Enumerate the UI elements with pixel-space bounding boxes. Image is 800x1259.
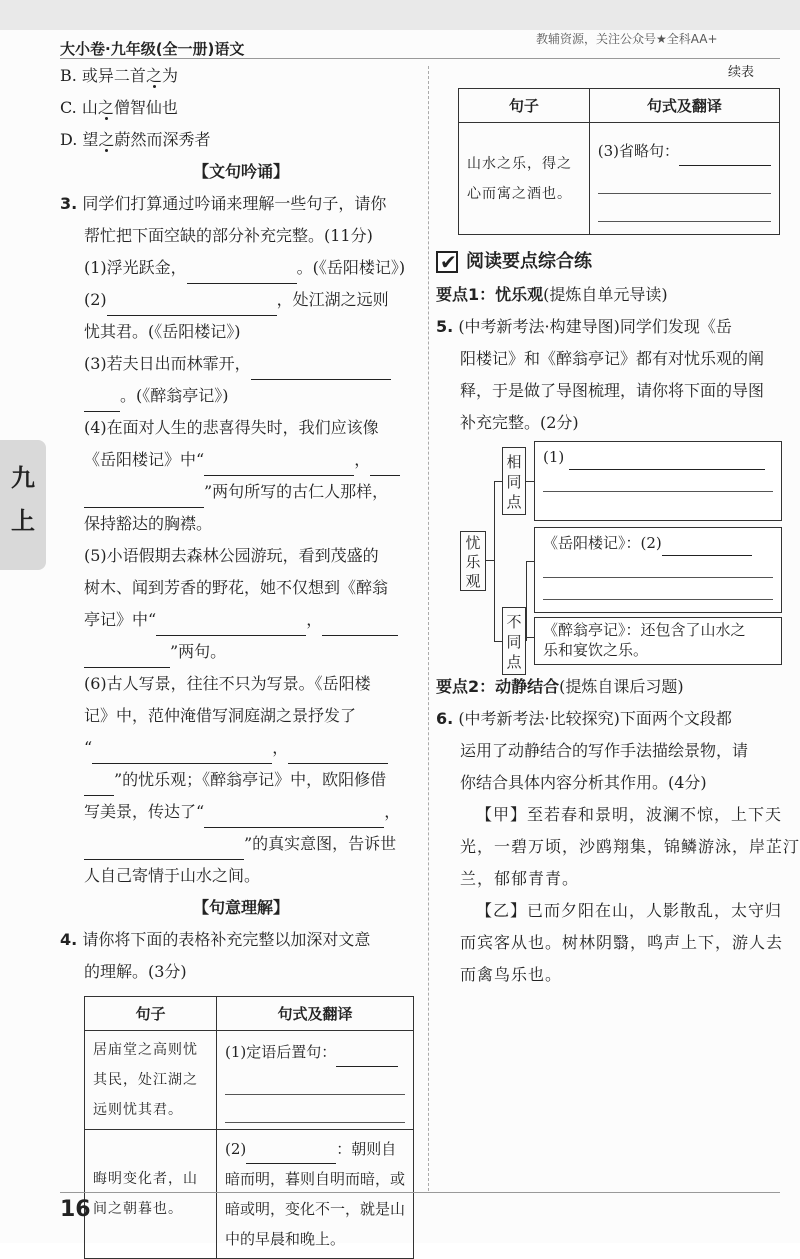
q3-stem-line1 [60, 188, 422, 220]
mm-box2-label: 《岳阳楼记》：(2) [543, 534, 662, 552]
q6-number: 6. [436, 709, 454, 728]
q5-text-2: 阳楼记》和《醉翁亭记》都有对忧乐观的阐 [460, 349, 765, 368]
q3-s6-quote: “ [84, 738, 93, 757]
q6-text-3: 你结合具体内容分析其作用。(4分) [460, 773, 707, 792]
mindmap-same-points: 相同点 [502, 447, 526, 515]
q6-line1 [436, 703, 784, 735]
q4-r1-blank-line2[interactable] [225, 1095, 405, 1123]
top-right-note: 教辅资源，关注公众号★全科AA+ [536, 32, 718, 46]
q4-stem-2: 的理解。(3分) [84, 962, 187, 981]
q4-r1-sentence: 居庙堂之高则忧其民，处江湖之远则忧其君。 [85, 1031, 217, 1130]
q3-blank-6a[interactable] [92, 742, 272, 764]
cont-blank-line2[interactable] [598, 194, 771, 222]
q4-r1-answer [217, 1031, 414, 1130]
q3-s5-line2: 树木、闻到芳香的野花，她不仅想到《醉翁 [84, 578, 389, 597]
mm-box2-blank-3[interactable] [543, 578, 773, 600]
q5-number: 5. [436, 317, 454, 336]
q4-stem-line1 [60, 924, 422, 956]
mm-box1-blank-1[interactable] [569, 452, 765, 470]
cont-th-sentence: 句子 [459, 89, 590, 123]
side-tab-char-2: 上 [11, 507, 35, 535]
q3-blank-2[interactable] [107, 294, 277, 316]
q3-s6-comma: ， [272, 738, 289, 757]
q5-text-4: 补充完整。(2分) [460, 413, 579, 432]
point1-note: (提炼自单元导读) [543, 285, 668, 304]
point2-title: 要点2：动静结合 [436, 677, 560, 696]
mindmap-box-zuiweng [534, 617, 782, 665]
reading-points-heading [436, 245, 784, 279]
cont-th-translation: 句式及翻译 [589, 89, 779, 123]
q3-s4-comma: ， [354, 450, 371, 469]
q4-r1-blank-inline[interactable] [336, 1045, 398, 1067]
mind-map [436, 441, 784, 671]
q3-blank-6c[interactable] [84, 774, 114, 796]
mm-box1-blank-2[interactable] [543, 470, 773, 492]
q3-s6-end: 人自己寄情于山水之间。 [84, 866, 261, 885]
cont-answer [589, 123, 779, 235]
q3-s6-comma2: ， [384, 802, 401, 821]
point1 [436, 279, 784, 311]
q3-item6-line5 [60, 796, 422, 828]
q3-blank-5c[interactable] [84, 646, 170, 668]
page-number: 16 [60, 1197, 91, 1222]
q3-s2-source: 忧其君。(《岳阳楼记》) [84, 322, 241, 341]
q3-item3 [60, 348, 422, 380]
mindmap-root: 忧乐观 [460, 531, 486, 591]
checkbox-icon [436, 251, 458, 273]
side-tab-char-1: 九 [11, 464, 35, 492]
q3-s1-source: 。(《岳阳楼记》) [296, 258, 406, 277]
q4-th-sentence: 句子 [85, 997, 217, 1031]
q4-r1-blank-line1[interactable] [225, 1067, 405, 1095]
q3-blank-6e[interactable] [84, 838, 244, 860]
mm-box2-blank-2[interactable] [543, 556, 773, 578]
mm-box3-line1: 《醉翁亭记》：还包含了山水之 [543, 621, 746, 639]
q3-s5-book: 亭记》中“ [84, 610, 157, 629]
point2 [436, 671, 784, 703]
mm-connector-same [494, 481, 502, 482]
cont-sentence: 山水之乐，得之心而寓之酒也。 [459, 123, 590, 235]
q3-item3-cont [60, 380, 422, 412]
q3-s2-num: (2) [84, 290, 107, 309]
mm-box3-line2: 乐和宴饮之乐。 [543, 641, 649, 659]
q3-blank-4b[interactable] [370, 454, 400, 476]
q3-s6-intent: ”的真实意图，告诉世 [244, 834, 397, 853]
q3-item6-line3 [60, 732, 422, 764]
q5-text-1: (中考新考法·构建导图)同学们发现《岳 [458, 317, 732, 336]
cont-label: (3)省略句： [597, 141, 679, 160]
q3-s1-text: (1)浮光跃金， [84, 258, 187, 277]
q4-r2-answer [217, 1130, 414, 1259]
mm-connector-box2 [526, 561, 534, 562]
q3-blank-5a[interactable] [156, 614, 306, 636]
right-column [436, 58, 800, 991]
continued-table-label: 续表 [727, 65, 754, 80]
q3-s6-line1: (6)古人写景，往往不只为写景。《岳阳楼 [84, 674, 371, 693]
q3-s5-line1: (5)小语假期去森林公园游玩，看到茂盛的 [84, 546, 379, 565]
mm-box1-label: (1) [543, 448, 565, 466]
q6-yi-2: 而宾客从也。树林阴翳，鸣声上下，游人去 [460, 933, 784, 952]
point2-note: (提炼自课后习题) [559, 677, 684, 696]
q3-s4-end: 保持豁达的胸襟。 [84, 514, 213, 533]
q3-s4-text: (4)在面对人生的悲喜得失时，我们应该像 [84, 418, 379, 437]
q3-item5-line4 [60, 636, 422, 668]
q3-blank-5b[interactable] [322, 614, 398, 636]
q4-table [84, 996, 414, 1259]
point1-title: 要点1：忧乐观 [436, 285, 544, 304]
option-b: B. 或异二首之为 [60, 66, 178, 85]
q3-blank-1[interactable] [187, 262, 297, 284]
q3-blank-6b[interactable] [288, 742, 388, 764]
q6-text-1: (中考新考法·比较探究)下面两个文段都 [458, 709, 732, 728]
q6-jia-3: 兰，郁郁青青。 [460, 869, 580, 888]
q3-s6-line2: 记》中，范仲淹借写洞庭湖之景抒发了 [84, 706, 357, 725]
option-d: D. 望之蔚然而深秀者 [60, 130, 211, 149]
q3-blank-3b[interactable] [84, 390, 120, 412]
q6-jia-1: 【甲】至若春和景明，波澜不惊，上下天 [476, 805, 783, 824]
cont-blank-inline[interactable] [679, 144, 771, 166]
q3-item6-line6 [60, 828, 422, 860]
q3-s5-tail: ”两句。 [170, 642, 227, 661]
mindmap-diff-points: 不同点 [502, 607, 526, 675]
q3-item4-line3 [60, 476, 422, 508]
q4-r2-prefix: (2) [225, 1140, 247, 1158]
q3-s3-text: (3)若夫日出而林霏开， [84, 354, 251, 373]
q3-s3-source: 。(《醉翁亭记》) [120, 386, 229, 405]
section-title-meaning: 【句意理解】 [192, 898, 289, 917]
top-bar [0, 0, 800, 30]
q3-stem-2: 帮忙把下面空缺的部分补充完整。(11分) [84, 226, 373, 245]
mm-connector-vertical [494, 481, 495, 641]
q4-number: 4. [60, 930, 78, 949]
q3-s5-comma: ， [306, 610, 323, 629]
column-divider [428, 66, 429, 1191]
reading-points-title: 阅读要点综合练 [466, 251, 592, 272]
q4-r2-text: ：朝则自暗而明，暮则自明而暗，或暗或明，变化不一，就是山中的早晨和晚上。 [225, 1140, 406, 1248]
footer-rule [60, 1192, 780, 1193]
q3-blank-4c[interactable] [84, 486, 204, 508]
q3-item2 [60, 284, 422, 316]
mm-connector-diff [494, 641, 502, 642]
q4-r1-label: (1)定语后置句： [225, 1043, 337, 1061]
q3-blank-6d[interactable] [204, 806, 384, 828]
q4-th-translation: 句式及翻译 [217, 997, 414, 1031]
q3-item4-line2 [60, 444, 422, 476]
q3-stem-1: 同学们打算通过吟诵来理解一些句子，请你 [82, 194, 387, 213]
section-title-recite: 【文句吟诵】 [192, 162, 289, 181]
q6-text-2: 运用了动静结合的写作手法描绘景物，请 [460, 741, 749, 760]
mm-box2-blank-1[interactable] [662, 538, 752, 556]
q3-s4-tail: ”两句所写的古仁人那样， [204, 482, 389, 501]
book-title: 大小卷·九年级(全一册)语文 [60, 40, 245, 58]
continued-table [458, 88, 780, 235]
q5-text-3: 释，于是做了导图梳理，请你将下面的导图 [460, 381, 765, 400]
q6-jia-2: 光，一碧万顷，沙鸥翔集，锦鳞游泳，岸芷汀 [460, 837, 800, 856]
q5-line1 [436, 311, 784, 343]
mm-connector-root [486, 560, 494, 561]
q3-s2-text: ，处江湖之远则 [276, 290, 389, 309]
q6-yi-3: 而禽鸟乐也。 [460, 965, 563, 984]
mindmap-box-same [534, 441, 782, 521]
left-column [60, 60, 422, 1259]
mm-connector-box3 [526, 637, 534, 638]
grade-side-tab [0, 440, 46, 570]
q4-r2-blank[interactable] [246, 1142, 336, 1164]
mm-connector-diff-vert [526, 561, 527, 641]
q3-item6-line4 [60, 764, 422, 796]
q3-s4-book: 《岳阳楼记》中“ [84, 450, 205, 469]
q6-yi-1: 【乙】已而夕阳在山，人影散乱，太守归 [476, 901, 783, 920]
q3-blank-4a[interactable] [204, 454, 354, 476]
q3-s6-text: ”的忧乐观；《醉翁亭记》中，欧阳修借 [114, 770, 387, 789]
cont-blank-line1[interactable] [598, 166, 771, 194]
option-c: C. 山之僧智仙也 [60, 98, 178, 117]
q3-item1 [60, 252, 422, 284]
mindmap-box-yueyang [534, 527, 782, 613]
q4-stem-1: 请你将下面的表格补充完整以加深对文意 [82, 930, 371, 949]
q4-r2-sentence: 晦明变化者，山间之朝暮也。 [85, 1130, 217, 1259]
q3-s6-convey: 写美景，传达了“ [84, 802, 205, 821]
q3-number: 3. [60, 194, 78, 213]
q3-blank-3a[interactable] [251, 358, 391, 380]
mm-connector-box1 [526, 481, 534, 482]
q3-item5-line3 [60, 604, 422, 636]
